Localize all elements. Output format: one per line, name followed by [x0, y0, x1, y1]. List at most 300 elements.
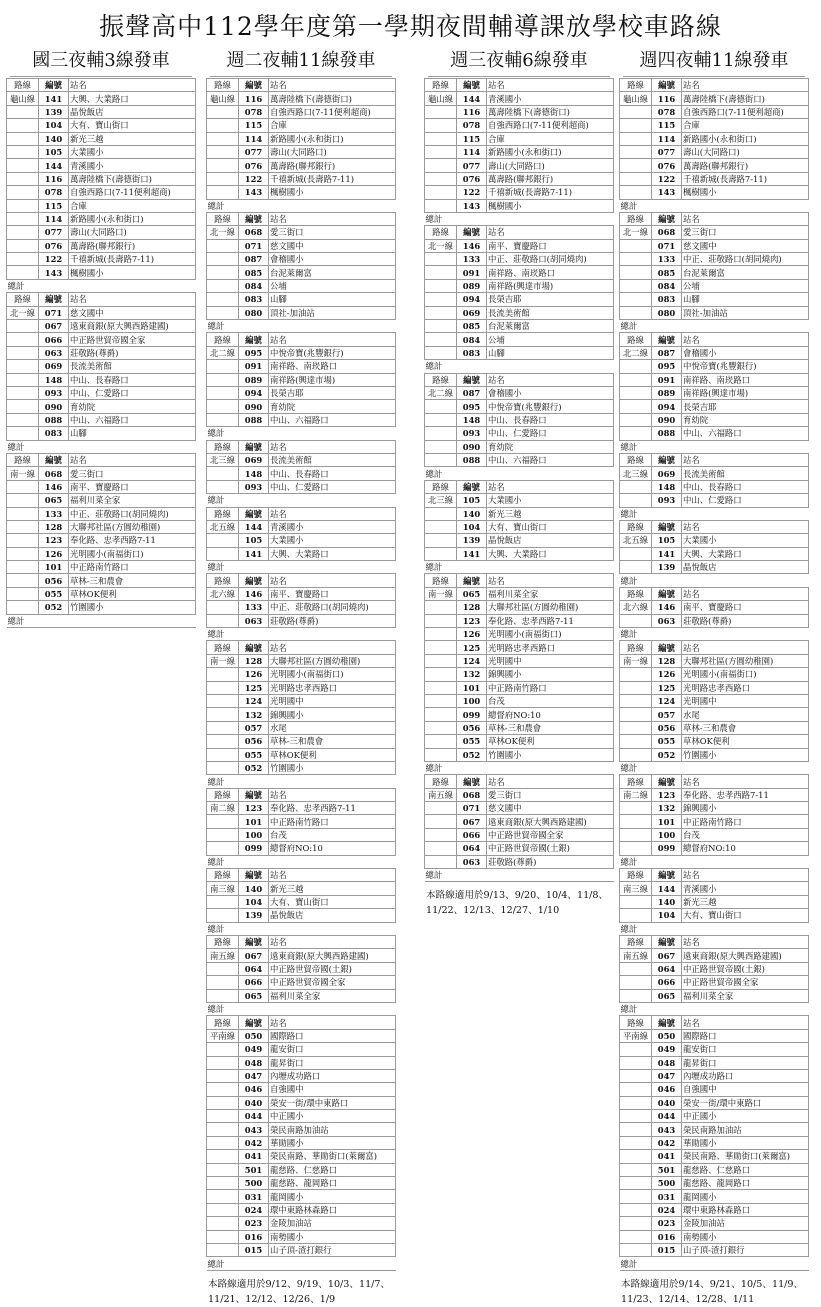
- table-row: [207, 279, 396, 292]
- table-header-row: [207, 574, 396, 587]
- table-row: [425, 333, 614, 346]
- header-stop: 站名: [682, 775, 809, 788]
- stop-name-cell: 中山、長春路口: [682, 480, 809, 493]
- table-row: [207, 909, 396, 922]
- stop-name-cell: 中山、六福路口: [487, 453, 614, 466]
- stop-code-cell: 095: [239, 346, 269, 359]
- table-row: [207, 105, 396, 118]
- route-line-cell: [620, 842, 652, 855]
- total-label: 總計: [620, 922, 652, 935]
- stop-code-cell: 501: [652, 1163, 682, 1176]
- table-header-row: [207, 212, 396, 225]
- page-title: 振聲高中112學年度第一學期夜間輔導課放學校車路線: [99, 12, 722, 41]
- table-row: [620, 735, 809, 748]
- table-row: [7, 400, 196, 413]
- route-line-cell: [207, 534, 239, 547]
- header-route: 路線: [207, 641, 239, 654]
- route-line-cell: 北六線: [620, 601, 652, 614]
- table-row: [207, 721, 396, 734]
- table-row: [207, 413, 396, 426]
- total-row: [7, 440, 196, 453]
- total-row: [620, 507, 809, 520]
- stop-name-cell: 青溪國小: [69, 159, 196, 172]
- table-row: [620, 828, 809, 841]
- stop-code-cell: 043: [652, 1123, 682, 1136]
- stop-name-cell: 中正路世貿帝國(土銀): [269, 962, 396, 975]
- table-row: [7, 480, 196, 493]
- total-blank: [487, 869, 614, 882]
- route-line-cell: [207, 172, 239, 185]
- total-row: [425, 360, 614, 373]
- stop-code-cell: 089: [457, 279, 487, 292]
- route-line-cell: [620, 239, 652, 252]
- table-row: [7, 199, 196, 212]
- stop-code-cell: 088: [239, 413, 269, 426]
- header-route: 路線: [207, 936, 239, 949]
- table-row: [620, 386, 809, 399]
- stop-name-cell: 楓樹國小: [682, 186, 809, 199]
- total-blank: [682, 574, 809, 587]
- stop-code-cell: 104: [39, 119, 69, 132]
- total-blank: [682, 628, 809, 641]
- table-row: [620, 909, 809, 922]
- header-code: 編號: [457, 79, 487, 92]
- route-line-cell: 龜山線: [620, 92, 652, 105]
- stop-name-cell: 自強西路口(7-11便利超商): [487, 119, 614, 132]
- route-line-cell: [207, 1163, 239, 1176]
- table-row: [207, 694, 396, 707]
- table-row: [620, 360, 809, 373]
- stop-code-cell: 043: [239, 1123, 269, 1136]
- stop-code-cell: 141: [652, 547, 682, 560]
- table-row: [620, 105, 809, 118]
- header-code: 編號: [39, 293, 69, 306]
- route-line-cell: [7, 547, 39, 560]
- stop-name-cell: 大有、寶山街口: [69, 119, 196, 132]
- total-label: 總計: [620, 1257, 652, 1270]
- stop-name-cell: 晶悅飯店: [269, 909, 396, 922]
- stop-name-cell: 草林OK便利: [269, 748, 396, 761]
- header-code: 編號: [239, 574, 269, 587]
- stop-code-cell: 050: [239, 1029, 269, 1042]
- table-row: [7, 494, 196, 507]
- stop-name-cell: 榮民南路、華勛街口(萊爾富): [682, 1150, 809, 1163]
- stop-name-cell: 新光三越: [682, 895, 809, 908]
- route-line-cell: [207, 373, 239, 386]
- stop-code-cell: 076: [239, 159, 269, 172]
- total-blank: [269, 320, 396, 333]
- stop-name-cell: 千禧新城(長壽路7-11): [682, 172, 809, 185]
- stop-code-cell: 067: [239, 949, 269, 962]
- stop-code-cell: 139: [652, 561, 682, 574]
- stop-code-cell: 049: [239, 1043, 269, 1056]
- route-line-cell: [207, 1083, 239, 1096]
- stop-name-cell: 光明國小(南福街口): [682, 668, 809, 681]
- table-row: [425, 788, 614, 801]
- stop-code-cell: 042: [239, 1136, 269, 1149]
- route-line-cell: [620, 614, 652, 627]
- stop-code-cell: 143: [457, 199, 487, 212]
- route-line-cell: 南五線: [620, 949, 652, 962]
- total-label: 總計: [620, 199, 652, 212]
- table-row: [207, 949, 396, 962]
- stop-name-cell: 中正路世貿帝國(土銀): [487, 842, 614, 855]
- stop-code-cell: 031: [652, 1190, 682, 1203]
- route-line-cell: 北一線: [207, 226, 239, 239]
- table-row: [620, 668, 809, 681]
- stop-code-cell: 128: [239, 654, 269, 667]
- route-line-cell: [207, 386, 239, 399]
- table-row: [207, 761, 396, 774]
- stop-code-cell: 065: [652, 989, 682, 1002]
- stop-code-cell: 088: [652, 427, 682, 440]
- stop-name-cell: 南祥路、南崁路口: [269, 360, 396, 373]
- table-header-row: [425, 226, 614, 239]
- stop-name-cell: 光明國小(南福街口): [69, 547, 196, 560]
- table-row: [620, 226, 809, 239]
- table-row: [425, 105, 614, 118]
- route-line-cell: 南五線: [425, 788, 457, 801]
- header-route: 路線: [7, 293, 39, 306]
- stop-name-cell: 奉化路、忠孝西路7-11: [487, 614, 614, 627]
- table-row: [620, 989, 809, 1002]
- table-row: [7, 413, 196, 426]
- stop-name-cell: 公埔: [682, 279, 809, 292]
- route-line-cell: 南一線: [620, 654, 652, 667]
- schedule-note: 本路線適用於9/14、9/21、10/5、11/9、11/23、12/14、12/28、1/11: [621, 1278, 804, 1305]
- stop-name-cell: 龍慈路、仁慈路口: [269, 1163, 396, 1176]
- stop-name-cell: 草林-三和農會: [487, 721, 614, 734]
- table-header-row: [620, 79, 809, 92]
- table-row: [207, 1177, 396, 1190]
- stop-name-cell: 遠東商銀(原大興西路建國): [487, 815, 614, 828]
- stop-name-cell: 南祥路(興達市場): [269, 373, 396, 386]
- stop-code-cell: 126: [457, 628, 487, 641]
- stop-code-cell: 100: [457, 694, 487, 707]
- stop-name-cell: 台茂: [269, 828, 396, 841]
- stop-code-cell: 052: [652, 748, 682, 761]
- stop-code-cell: 091: [652, 373, 682, 386]
- table-row: [7, 507, 196, 520]
- route-line-cell: [425, 293, 457, 306]
- header-route: 路線: [425, 79, 457, 92]
- stop-code-cell: 046: [652, 1083, 682, 1096]
- table-row: [620, 1203, 809, 1216]
- stop-name-cell: 愛三街口: [682, 226, 809, 239]
- route-line-cell: [425, 547, 457, 560]
- stop-code-cell: 016: [652, 1230, 682, 1243]
- total-row: [207, 427, 396, 440]
- header-route: 路線: [207, 212, 239, 225]
- table-row: [425, 708, 614, 721]
- total-blank: [269, 427, 396, 440]
- stop-name-cell: 遠東商銀(原大興西路建國): [682, 949, 809, 962]
- stop-name-cell: 自強國中: [269, 1083, 396, 1096]
- stop-code-cell: 068: [652, 226, 682, 239]
- stop-name-cell: 福利川菜全家: [682, 989, 809, 1002]
- table-row: [620, 601, 809, 614]
- stop-name-cell: 竹圍國小: [69, 601, 196, 614]
- route-line-cell: [207, 360, 239, 373]
- stop-name-cell: 中悅帝寶(兆豐銀行): [269, 346, 396, 359]
- stop-code-cell: 080: [239, 306, 269, 319]
- total-blank: [239, 320, 269, 333]
- stop-code-cell: 133: [39, 507, 69, 520]
- table-row: [207, 882, 396, 895]
- stop-code-cell: 125: [652, 681, 682, 694]
- stop-name-cell: 榮安一街/環中東路口: [682, 1096, 809, 1109]
- stop-code-cell: 144: [457, 92, 487, 105]
- stop-name-cell: 台泥萊爾富: [269, 266, 396, 279]
- total-blank: [682, 922, 809, 935]
- schedule-column-4: [619, 50, 809, 1307]
- total-row: [425, 869, 614, 882]
- route-line-cell: [425, 119, 457, 132]
- stop-name-cell: 合庫: [269, 119, 396, 132]
- stop-code-cell: 046: [239, 1083, 269, 1096]
- route-line-cell: [620, 132, 652, 145]
- table-row: [425, 614, 614, 627]
- total-blank: [239, 199, 269, 212]
- column-heading: 週二夜輔11線發車: [226, 50, 376, 71]
- stop-code-cell: 069: [39, 360, 69, 373]
- stop-code-cell: 015: [652, 1243, 682, 1256]
- table-row: [7, 601, 196, 614]
- stop-code-cell: 128: [652, 654, 682, 667]
- stop-name-cell: 長流美術館: [487, 306, 614, 319]
- route-line-cell: [7, 132, 39, 145]
- route-line-cell: [207, 681, 239, 694]
- table-row: [425, 159, 614, 172]
- stop-name-cell: 環中東路林森路口: [269, 1203, 396, 1216]
- stop-name-cell: 會稽國小: [269, 253, 396, 266]
- total-row: [207, 855, 396, 868]
- stop-name-cell: 大興、大業路口: [69, 92, 196, 105]
- stop-name-cell: 中正路南竹路口: [269, 815, 396, 828]
- stop-code-cell: 148: [39, 373, 69, 386]
- table-row: [207, 360, 396, 373]
- header-route: 路線: [207, 507, 239, 520]
- stop-name-cell: 愛三街口: [69, 467, 196, 480]
- table-row: [425, 668, 614, 681]
- stop-name-cell: 大有、寶山街口: [487, 520, 614, 533]
- stop-name-cell: 中正、莊敬路口(胡同燒肉): [487, 253, 614, 266]
- table-row: [620, 748, 809, 761]
- route-line-cell: [620, 293, 652, 306]
- stop-code-cell: 101: [239, 815, 269, 828]
- route-line-cell: [620, 828, 652, 841]
- header-route: 路線: [207, 1016, 239, 1029]
- stop-name-cell: 榮民南路加油站: [682, 1123, 809, 1136]
- table-row: [7, 534, 196, 547]
- stop-name-cell: 萬壽陸橋下(壽德街口): [487, 105, 614, 118]
- stop-code-cell: 104: [652, 909, 682, 922]
- table-header-row: [207, 788, 396, 801]
- stop-code-cell: 128: [457, 601, 487, 614]
- header-code: 編號: [652, 1016, 682, 1029]
- stop-code-cell: 015: [239, 1243, 269, 1256]
- total-blank: [269, 1257, 396, 1270]
- header-code: 編號: [239, 1016, 269, 1029]
- stop-code-cell: 057: [239, 721, 269, 734]
- stop-name-cell: 大業國小: [682, 534, 809, 547]
- header-stop: 站名: [269, 936, 396, 949]
- stop-name-cell: 榮民南路、華勛街口(萊爾富): [269, 1150, 396, 1163]
- header-code: 編號: [652, 79, 682, 92]
- table-row: [620, 1150, 809, 1163]
- table-header-row: [620, 641, 809, 654]
- stop-name-cell: 中正、莊敬路口(胡同燒肉): [682, 253, 809, 266]
- route-line-cell: [207, 239, 239, 252]
- stop-code-cell: 140: [39, 132, 69, 145]
- header-stop: 站名: [269, 788, 396, 801]
- route-line-cell: [7, 534, 39, 547]
- stop-name-cell: 萬壽路(聯邦銀行): [269, 159, 396, 172]
- stop-code-cell: 084: [239, 279, 269, 292]
- stop-code-cell: 091: [239, 360, 269, 373]
- stop-name-cell: 山腳: [487, 346, 614, 359]
- stop-code-cell: 114: [239, 132, 269, 145]
- stop-name-cell: 大興、大業路口: [682, 547, 809, 560]
- stop-name-cell: 會稽國小: [487, 386, 614, 399]
- route-line-cell: [207, 547, 239, 560]
- table-row: [207, 480, 396, 493]
- total-label: 總計: [207, 1002, 239, 1015]
- table-row: [620, 306, 809, 319]
- route-line-cell: 南五線: [207, 949, 239, 962]
- route-line-cell: [425, 520, 457, 533]
- table-row: [425, 547, 614, 560]
- table-header-row: [207, 1016, 396, 1029]
- route-line-cell: [7, 172, 39, 185]
- table-row: [620, 547, 809, 560]
- stop-code-cell: 141: [39, 92, 69, 105]
- stop-name-cell: 國際路口: [269, 1029, 396, 1042]
- stop-code-cell: 143: [239, 186, 269, 199]
- stop-code-cell: 105: [652, 534, 682, 547]
- table-row: [7, 587, 196, 600]
- table-row: [7, 427, 196, 440]
- route-line-cell: [207, 279, 239, 292]
- table-row: [620, 788, 809, 801]
- table-row: [7, 145, 196, 158]
- stop-name-cell: 長流美術館: [69, 360, 196, 373]
- route-line-cell: [7, 105, 39, 118]
- stop-code-cell: 094: [239, 386, 269, 399]
- total-row: [207, 494, 396, 507]
- table-row: [207, 1043, 396, 1056]
- table-row: [620, 279, 809, 292]
- stop-name-cell: 育幼院: [269, 400, 396, 413]
- table-row: [620, 534, 809, 547]
- stop-name-cell: 千禧新城(長壽路7-11): [69, 253, 196, 266]
- stop-code-cell: 143: [39, 266, 69, 279]
- stop-code-cell: 063: [239, 614, 269, 627]
- route-line-cell: [620, 253, 652, 266]
- stop-code-cell: 055: [39, 587, 69, 600]
- total-blank: [682, 199, 809, 212]
- stop-name-cell: 自強西路口(7-11便利超商): [269, 105, 396, 118]
- route-line-cell: [207, 815, 239, 828]
- route-line-cell: [207, 1043, 239, 1056]
- stop-code-cell: 088: [457, 453, 487, 466]
- stop-code-cell: 139: [457, 534, 487, 547]
- header-code: 編號: [652, 333, 682, 346]
- table-header-row: [7, 293, 196, 306]
- table-row: [620, 400, 809, 413]
- total-label: 總計: [207, 775, 239, 788]
- stop-name-cell: 自強國中: [682, 1083, 809, 1096]
- header-stop: 站名: [487, 226, 614, 239]
- header-stop: 站名: [682, 641, 809, 654]
- route-line-cell: [620, 105, 652, 118]
- route-line-cell: [620, 1043, 652, 1056]
- table-header-row: [620, 936, 809, 949]
- stop-code-cell: 126: [652, 668, 682, 681]
- header-route: 路線: [7, 453, 39, 466]
- stop-name-cell: 大聯邦社區(方圓幼稚園): [487, 601, 614, 614]
- stop-code-cell: 090: [39, 400, 69, 413]
- route-line-cell: [425, 427, 457, 440]
- total-label: 總計: [620, 628, 652, 641]
- heading-divider: [428, 76, 610, 77]
- stop-name-cell: 南祥路、南崁路口: [682, 373, 809, 386]
- stop-code-cell: 124: [239, 694, 269, 707]
- table-row: [620, 159, 809, 172]
- route-line-cell: [207, 1190, 239, 1203]
- route-line-cell: [620, 1230, 652, 1243]
- route-line-cell: [7, 159, 39, 172]
- total-blank: [652, 922, 682, 935]
- stop-name-cell: 龍慈路、仁慈路口: [682, 1163, 809, 1176]
- stop-name-cell: 中山、六福路口: [69, 413, 196, 426]
- header-stop: 站名: [269, 574, 396, 587]
- route-line-cell: [620, 373, 652, 386]
- stop-code-cell: 052: [457, 748, 487, 761]
- route-line-cell: [425, 748, 457, 761]
- header-route: 路線: [207, 333, 239, 346]
- stop-code-cell: 133: [652, 253, 682, 266]
- route-line-cell: [425, 159, 457, 172]
- total-row: [620, 628, 809, 641]
- route-line-cell: [425, 105, 457, 118]
- route-line-cell: [207, 909, 239, 922]
- route-line-cell: [7, 119, 39, 132]
- total-row: [620, 761, 809, 774]
- stop-code-cell: 068: [239, 226, 269, 239]
- route-line-cell: [207, 1096, 239, 1109]
- table-row: [207, 708, 396, 721]
- total-label: 總計: [207, 561, 239, 574]
- total-row: [207, 320, 396, 333]
- table-row: [425, 453, 614, 466]
- stop-code-cell: 063: [457, 855, 487, 868]
- route-line-cell: [207, 694, 239, 707]
- total-label: 總計: [7, 614, 39, 627]
- header-route: 路線: [425, 775, 457, 788]
- stop-code-cell: 125: [239, 681, 269, 694]
- stop-name-cell: 中山、六福路口: [682, 427, 809, 440]
- table-row: [7, 226, 196, 239]
- schedule-column-1: [6, 50, 196, 628]
- route-line-cell: 龜山線: [7, 92, 39, 105]
- route-line-cell: [620, 561, 652, 574]
- stop-name-cell: 中正路南竹路口: [487, 681, 614, 694]
- table-row: [7, 239, 196, 252]
- total-blank: [652, 761, 682, 774]
- stop-name-cell: 楓樹國小: [487, 199, 614, 212]
- header-code: 編號: [239, 641, 269, 654]
